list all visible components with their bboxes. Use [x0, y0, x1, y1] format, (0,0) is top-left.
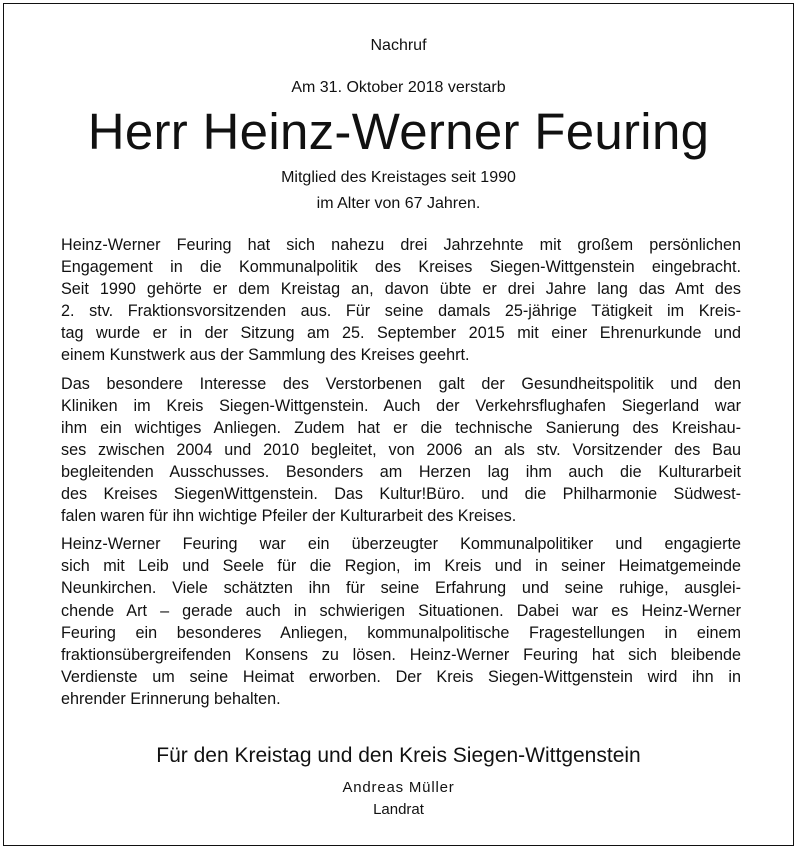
text-line: tag wurde er in der Sitzung am 25. September 2015 mit einer Ehrenurkunde und	[61, 324, 741, 343]
membership-line: Mitglied des Kreistages seit 1990	[281, 169, 516, 186]
text-line: Feuring ein besonderes Anliegen, kommunalpolitische Fragestellungen in einem	[61, 623, 741, 642]
text-line: Heinz-Werner Feuring hat sich nahezu drei Jahrzehnte mit großem persönlichen	[61, 236, 741, 254]
text-line: ihm ein wichtiges Anliegen. Zudem hat er die technische Sanierung des Kreishau-	[61, 418, 741, 437]
text-line: fraktionsübergreifenden Konsens zu lösen. Heinz-Werner Feuring hat sich bleibende	[61, 645, 741, 664]
signer-name: Andreas Müller	[342, 779, 455, 796]
text-line: falen waren für ihn wichtige Pfeiler der Kulturarbeit des Kreises.	[61, 507, 517, 526]
text-line: begleitenden Ausschusses. Besonders am Herzen lag ihm auch die Kulturarbeit	[61, 462, 741, 481]
text-line: chende Art – gerade auch in schwierigen Situationen. Dabei war es Heinz-Werner	[61, 601, 741, 620]
age-line: im Alter von 67 Jahren.	[316, 195, 481, 212]
text-line: Das besondere Interesse des Verstorbenen galt der Gesundheitspolitik und den	[61, 374, 741, 393]
text-line: sich mit Leib und Seele für die Region, im Kreis und in seiner Heimatgemeinde	[61, 557, 741, 576]
signer-role: Landrat	[373, 801, 424, 818]
text-line: Verdienste um seine Heimat erworben. Der Kreis Siegen-Wittgenstein wird ihn in	[61, 667, 741, 686]
death-date-line: Am 31. Oktober 2018 verstarb	[291, 79, 506, 96]
signoff-line: Für den Kreistag und den Kreis Siegen-Wittgenstein	[156, 744, 641, 767]
text-line: ses zwischen 2004 und 2010 begleitet, von 2006 an als stv. Vorsitzender des Bau	[61, 440, 741, 459]
notice-heading: Nachruf	[370, 37, 427, 54]
text-line: des Kreises SiegenWittgenstein. Das Kultur!Büro. und die Philharmonie Südwest-	[61, 485, 741, 504]
deceased-name: Herr Heinz-Werner Feuring	[87, 103, 710, 160]
paragraph-3	[61, 533, 741, 710]
text-line: Kliniken im Kreis Siegen-Wittgenstein. Auch der Verkehrsflughafen Siegerland war	[61, 396, 741, 415]
paragraph-1	[61, 234, 741, 367]
obituary-body	[61, 234, 741, 716]
paragraph-2	[61, 373, 741, 528]
text-line: Engagement in die Kommunalpolitik des Kreises Siegen-Wittgenstein eingebracht.	[61, 258, 741, 277]
text-line: Neunkirchen. Viele schätzten ihn für seine Erfahrung und seine ruhige, ausglei-	[61, 579, 741, 598]
text-line: Seit 1990 gehörte er dem Kreistag an, davon übte er drei Jahre lang das Amt des	[61, 280, 741, 299]
obituary-notice	[3, 3, 794, 846]
text-line: einem Kunstwerk aus der Sammlung des Kreises geehrt.	[61, 346, 470, 365]
text-line: 2. stv. Fraktionsvorsitzenden aus. Für seine damals 25-jährige Tätigkeit im Kreis-	[61, 302, 741, 321]
text-line: ehrender Erinnerung behalten.	[61, 689, 281, 708]
text-line: Heinz-Werner Feuring war ein überzeugter Kommunalpolitiker und engagierte	[61, 535, 741, 554]
